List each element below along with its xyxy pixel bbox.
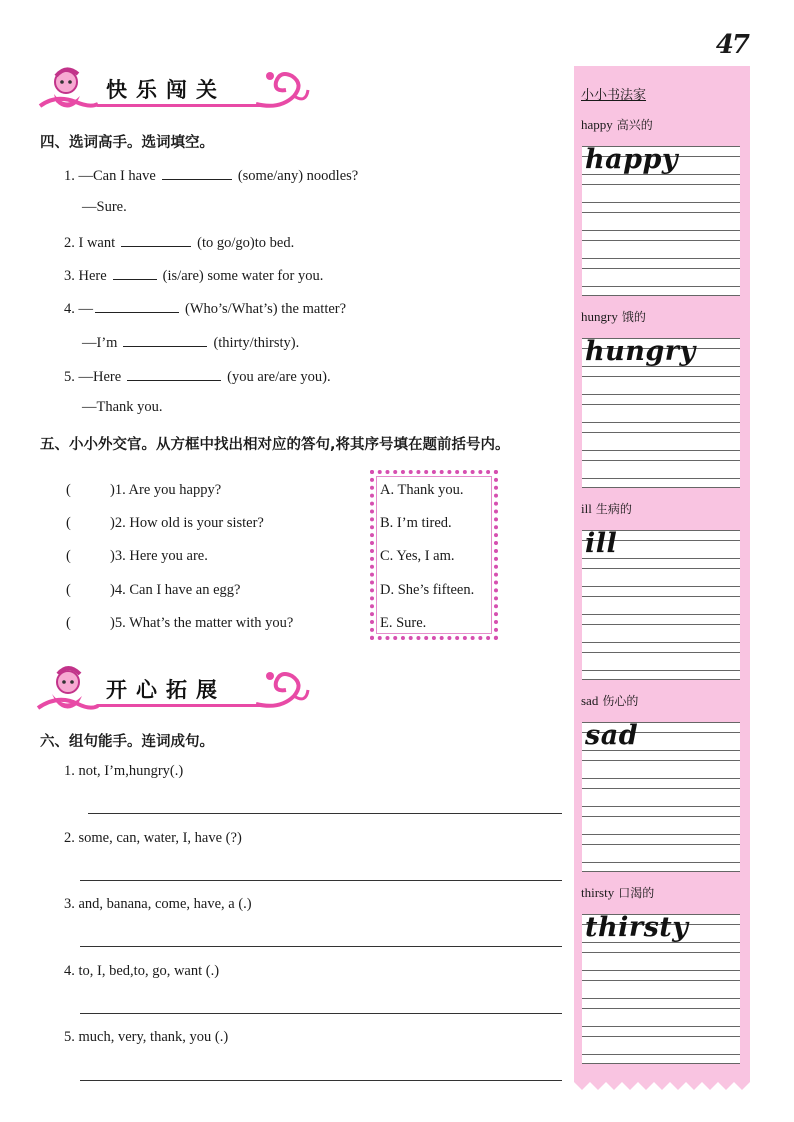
banner-happy-expansion [36, 664, 306, 714]
answer-writing-line[interactable] [80, 1080, 562, 1081]
writing-practice-area[interactable] [582, 338, 740, 488]
answer-writing-line[interactable] [80, 946, 562, 947]
banner-title: 快乐闯关 [106, 78, 226, 102]
answer-writing-line[interactable] [88, 813, 562, 814]
sentence-item-1: 1. not, I’m,hungry(.) [64, 763, 184, 779]
word-chinese: 生病的 [595, 502, 632, 516]
question-text: 3. Here you are. [114, 548, 208, 564]
word-chinese: 伤心的 [602, 694, 639, 708]
answer-paren-open: ( [66, 582, 71, 598]
cartoon-character-icon [36, 64, 100, 116]
word-chinese: 饿的 [621, 310, 646, 324]
word-label-sad [581, 692, 638, 709]
word-label-happy [581, 116, 653, 133]
sentence-item-3: 3. and, banana, come, have, a (.) [64, 896, 252, 912]
question-text: 1. —Can I have [64, 168, 156, 184]
question-options: (Who’s/What’s) the matter? [185, 301, 347, 317]
question-options: (to go/go)to bed. [197, 235, 295, 251]
model-handwriting: ill [585, 528, 618, 559]
question-5-2[interactable] [110, 515, 264, 532]
word-english: sad [581, 693, 599, 708]
question-5-5[interactable] [110, 615, 293, 632]
word-english: happy [581, 117, 613, 132]
section-5-heading: 五、小小外交官。从方框中找出相对应的答句,将其序号填在题前括号内。 [40, 437, 510, 453]
answer-option-d: D. She’s fifteen. [380, 582, 475, 598]
response-line: —Sure. [82, 199, 127, 215]
question-options: (thirty/thirsty). [213, 335, 300, 351]
question-text: 5. What’s the matter with you? [114, 615, 294, 631]
answer-paren-open: ( [66, 482, 71, 498]
banner-happy-level [36, 64, 306, 114]
question-text: —I’m [82, 335, 118, 351]
answer-blank[interactable] [162, 165, 232, 180]
answer-writing-line[interactable] [80, 1013, 562, 1014]
question-text: 2. I want [64, 235, 116, 251]
writing-practice-area[interactable] [582, 914, 740, 1064]
question-4-2 [64, 232, 294, 252]
answer-blank[interactable] [95, 298, 179, 313]
question-4-3 [64, 265, 323, 285]
answer-blank[interactable] [127, 366, 221, 381]
word-english: ill [581, 501, 592, 516]
question-text: 4. Can I have an egg? [114, 582, 241, 598]
answer-paren-open: ( [66, 615, 71, 631]
question-text: 3. Here [64, 268, 107, 284]
question-5-3[interactable] [110, 548, 208, 565]
answer-option-a: A. Thank you. [380, 482, 464, 498]
answer-paren-open: ( [66, 548, 71, 564]
answer-paren-close: ) [110, 482, 115, 498]
question-options: (some/any) noodles? [237, 168, 359, 184]
answer-writing-line[interactable] [80, 880, 562, 881]
answer-blank[interactable] [121, 232, 191, 247]
sentence-item-4: 4. to, I, bed,to, go, want (.) [64, 963, 220, 979]
sentence-item-2: 2. some, can, water, I, have (?) [64, 830, 242, 846]
answer-paren-close: ) [110, 615, 115, 631]
writing-practice-area[interactable] [582, 146, 740, 296]
writing-practice-area[interactable] [582, 722, 740, 872]
model-handwriting: happy [585, 144, 679, 175]
model-handwriting: hungry [585, 336, 696, 367]
question-text: 2. How old is your sister? [114, 515, 264, 531]
question-4-4 [64, 298, 346, 318]
zigzag-edge-decoration [574, 1076, 750, 1090]
answer-option-b: B. I’m tired. [380, 515, 452, 531]
question-text: 1. Are you happy? [114, 482, 222, 498]
answer-blank[interactable] [123, 332, 207, 347]
question-text: 5. —Here [64, 369, 122, 385]
word-label-ill [581, 500, 632, 517]
answer-paren-close: ) [110, 548, 115, 564]
cartoon-character-icon [36, 664, 100, 716]
sidebar-title: 小小书法家 [581, 88, 647, 103]
answer-paren-close: ) [110, 582, 115, 598]
model-handwriting: thirsty [585, 912, 689, 943]
question-5-4[interactable] [110, 582, 240, 599]
answer-option-c: C. Yes, I am. [380, 548, 455, 564]
word-english: thirsty [581, 885, 615, 900]
answer-option-e: E. Sure. [380, 615, 427, 631]
question-5-1[interactable] [110, 482, 221, 499]
word-label-hungry [581, 308, 646, 325]
question-4-1 [64, 165, 358, 185]
sentence-item-5: 5. much, very, thank, you (.) [64, 1029, 229, 1045]
word-chinese: 高兴的 [616, 118, 653, 132]
banner-title: 开心拓展 [106, 678, 226, 702]
question-4-5 [64, 366, 331, 386]
answer-paren-open: ( [66, 515, 71, 531]
word-label-thirsty [581, 884, 654, 901]
question-4-4-reply [82, 332, 299, 352]
section-4-heading: 四、选词高手。选词填空。 [40, 135, 214, 151]
question-options: (you are/are you). [227, 369, 331, 385]
response-line: —Thank you. [82, 399, 163, 415]
question-options: (is/are) some water for you. [162, 268, 324, 284]
answer-paren-close: ) [110, 515, 115, 531]
model-handwriting: sad [585, 720, 639, 751]
word-english: hungry [581, 309, 618, 324]
answer-blank[interactable] [113, 265, 157, 280]
question-text: 4. — [64, 301, 93, 317]
word-chinese: 口渴的 [618, 886, 655, 900]
writing-practice-area[interactable] [582, 530, 740, 680]
section-6-heading: 六、组句能手。连词成句。 [40, 734, 214, 750]
page-number: 47 [715, 30, 748, 60]
